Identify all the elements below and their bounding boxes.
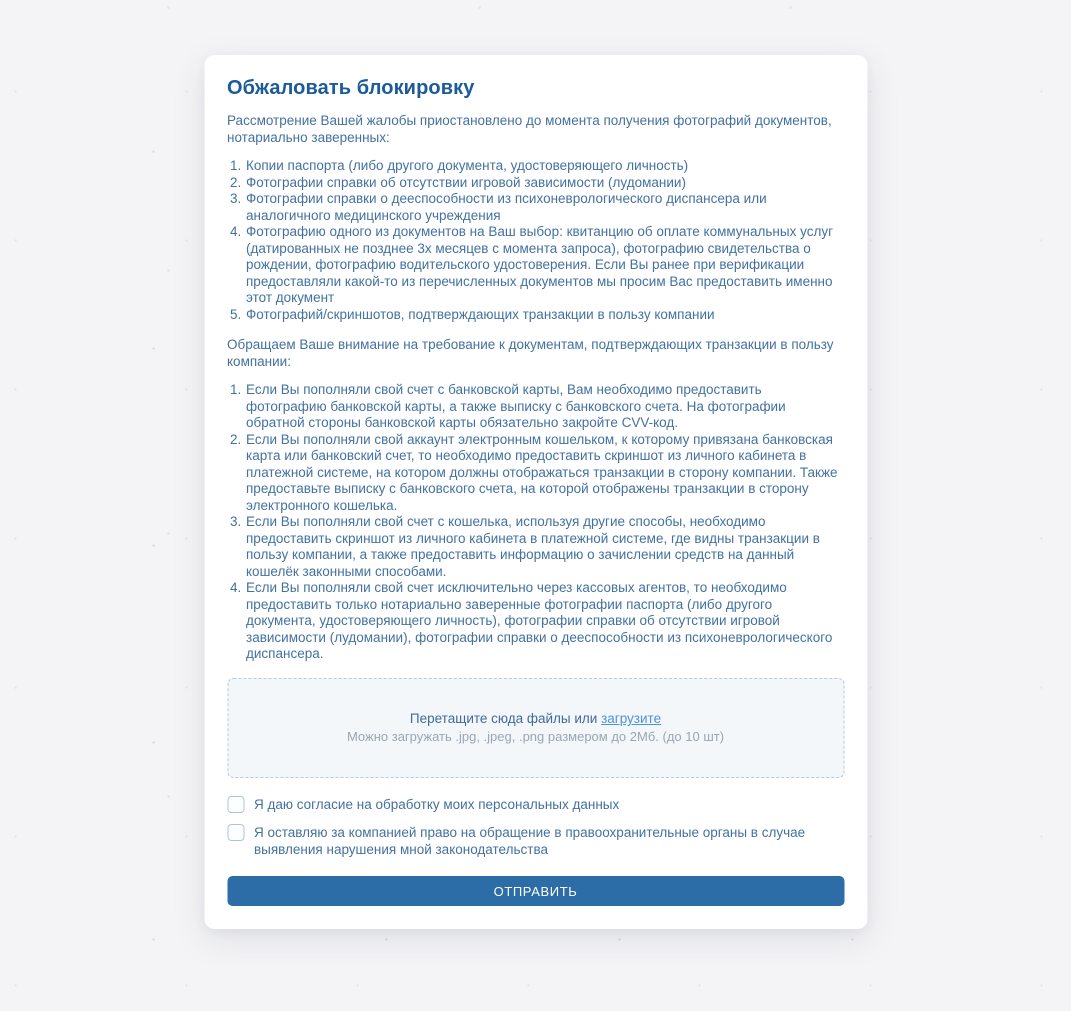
transactions-list [227, 382, 844, 663]
transactions-list-item: 2. Если Вы пополняли свой аккаунт электронным кошельком, к которому привязана банковская карта или банковский счет, то необходимо предоставить скриншот из личного кабинета в платежной системе, на котором должны отображаться транзакции в сторону компании. Также предоставьте выписку с банковского счета, на которой отображены транзакции в сторону электронного кошелька. [245, 432, 844, 515]
documents-list-item: 3. Фотографии справки о дееспособности из психоневрологического диспансера или аналогичного медицинского учреждения [245, 191, 844, 224]
documents-list-item: 5. Фотографий/скриншотов, подтверждающих транзакции в пользу компании [245, 307, 844, 324]
note-text: Обращаем Ваше внимание на требование к документам, подтверждающих транзакции в пользу компании: [227, 337, 834, 369]
documents-list-item: 2. Фотографии справки об отсутствии игровой зависимости (лудомании) [245, 175, 844, 192]
checkbox-personal-data[interactable] [227, 796, 244, 813]
dropzone-prompt-text: Перетащите сюда файлы или [409, 711, 602, 726]
dropzone-prompt [410, 711, 661, 726]
checkbox-row-personal-data[interactable] [227, 797, 844, 814]
checkbox-law-enforcement-label[interactable]: Я оставляю за компанией право на обращение в правоохранительные органы в случае выявления нарушения мной законодательства [254, 825, 806, 857]
checkbox-row-law-enforcement[interactable] [227, 825, 844, 858]
intro-text: Рассмотрение Вашей жалобы приостановлено до момента получения фотографий документов, нотариально заверенных: [227, 113, 832, 145]
transactions-list-item: 3. Если Вы пополняли свой счет с кошелька, используя другие способы, необходимо предоставить скриншот из личного кабинета в платежной системе, где видны транзакции в пользу компании, а также предоставить информацию о зачислении средств на данный кошелёк законными способами. [245, 514, 844, 580]
submit-button[interactable]: ОТПРАВИТЬ [227, 876, 844, 906]
appeal-block-card [204, 55, 867, 929]
documents-list-item: 4. Фотографию одного из документов на Ваш выбор: квитанцию об оплате коммунальных услуг (датированных не позднее 3х месяцев с момента запроса), фотографию свидетельства о рождении, фотографию водительского удостоверения. Если Вы ранее при верификации предоставляли какой-то из перечисленных документов мы просим Вас предоставить именно этот документ [245, 224, 844, 307]
file-dropzone[interactable] [227, 678, 844, 778]
dropzone-hint: Можно загружать .jpg, .jpeg, .png размером до 2Мб. (до 10 шт) [346, 729, 725, 744]
documents-list-item: 1. Копии паспорта (либо другого документа, удостоверяющего личность) [245, 158, 844, 175]
checkbox-law-enforcement[interactable] [227, 824, 244, 841]
transactions-list-item: 4. Если Вы пополняли свой счет исключительно через кассовых агентов, то необходимо предоставить только нотариально заверенные фотографии паспорта (либо другого документа, удостоверяющего личность), фотографии справки об отсутствии игровой зависимости (лудомании), фотографии справки о дееспособности из психоневрологического диспансера. [245, 580, 844, 663]
upload-link[interactable]: загрузите [601, 711, 662, 726]
documents-list [227, 158, 844, 323]
checkbox-personal-data-label[interactable]: Я даю согласие на обработку моих персональных данных [254, 796, 620, 812]
page-title: Обжаловать блокировку [227, 77, 475, 99]
transactions-list-item: 1. Если Вы пополняли свой счет с банковской карты, Вам необходимо предоставить фотографию банковской карты, а также выписку с банковского счета. На фотографии обратной стороны банковской карты обязательно закройте CVV-код. [245, 382, 844, 432]
